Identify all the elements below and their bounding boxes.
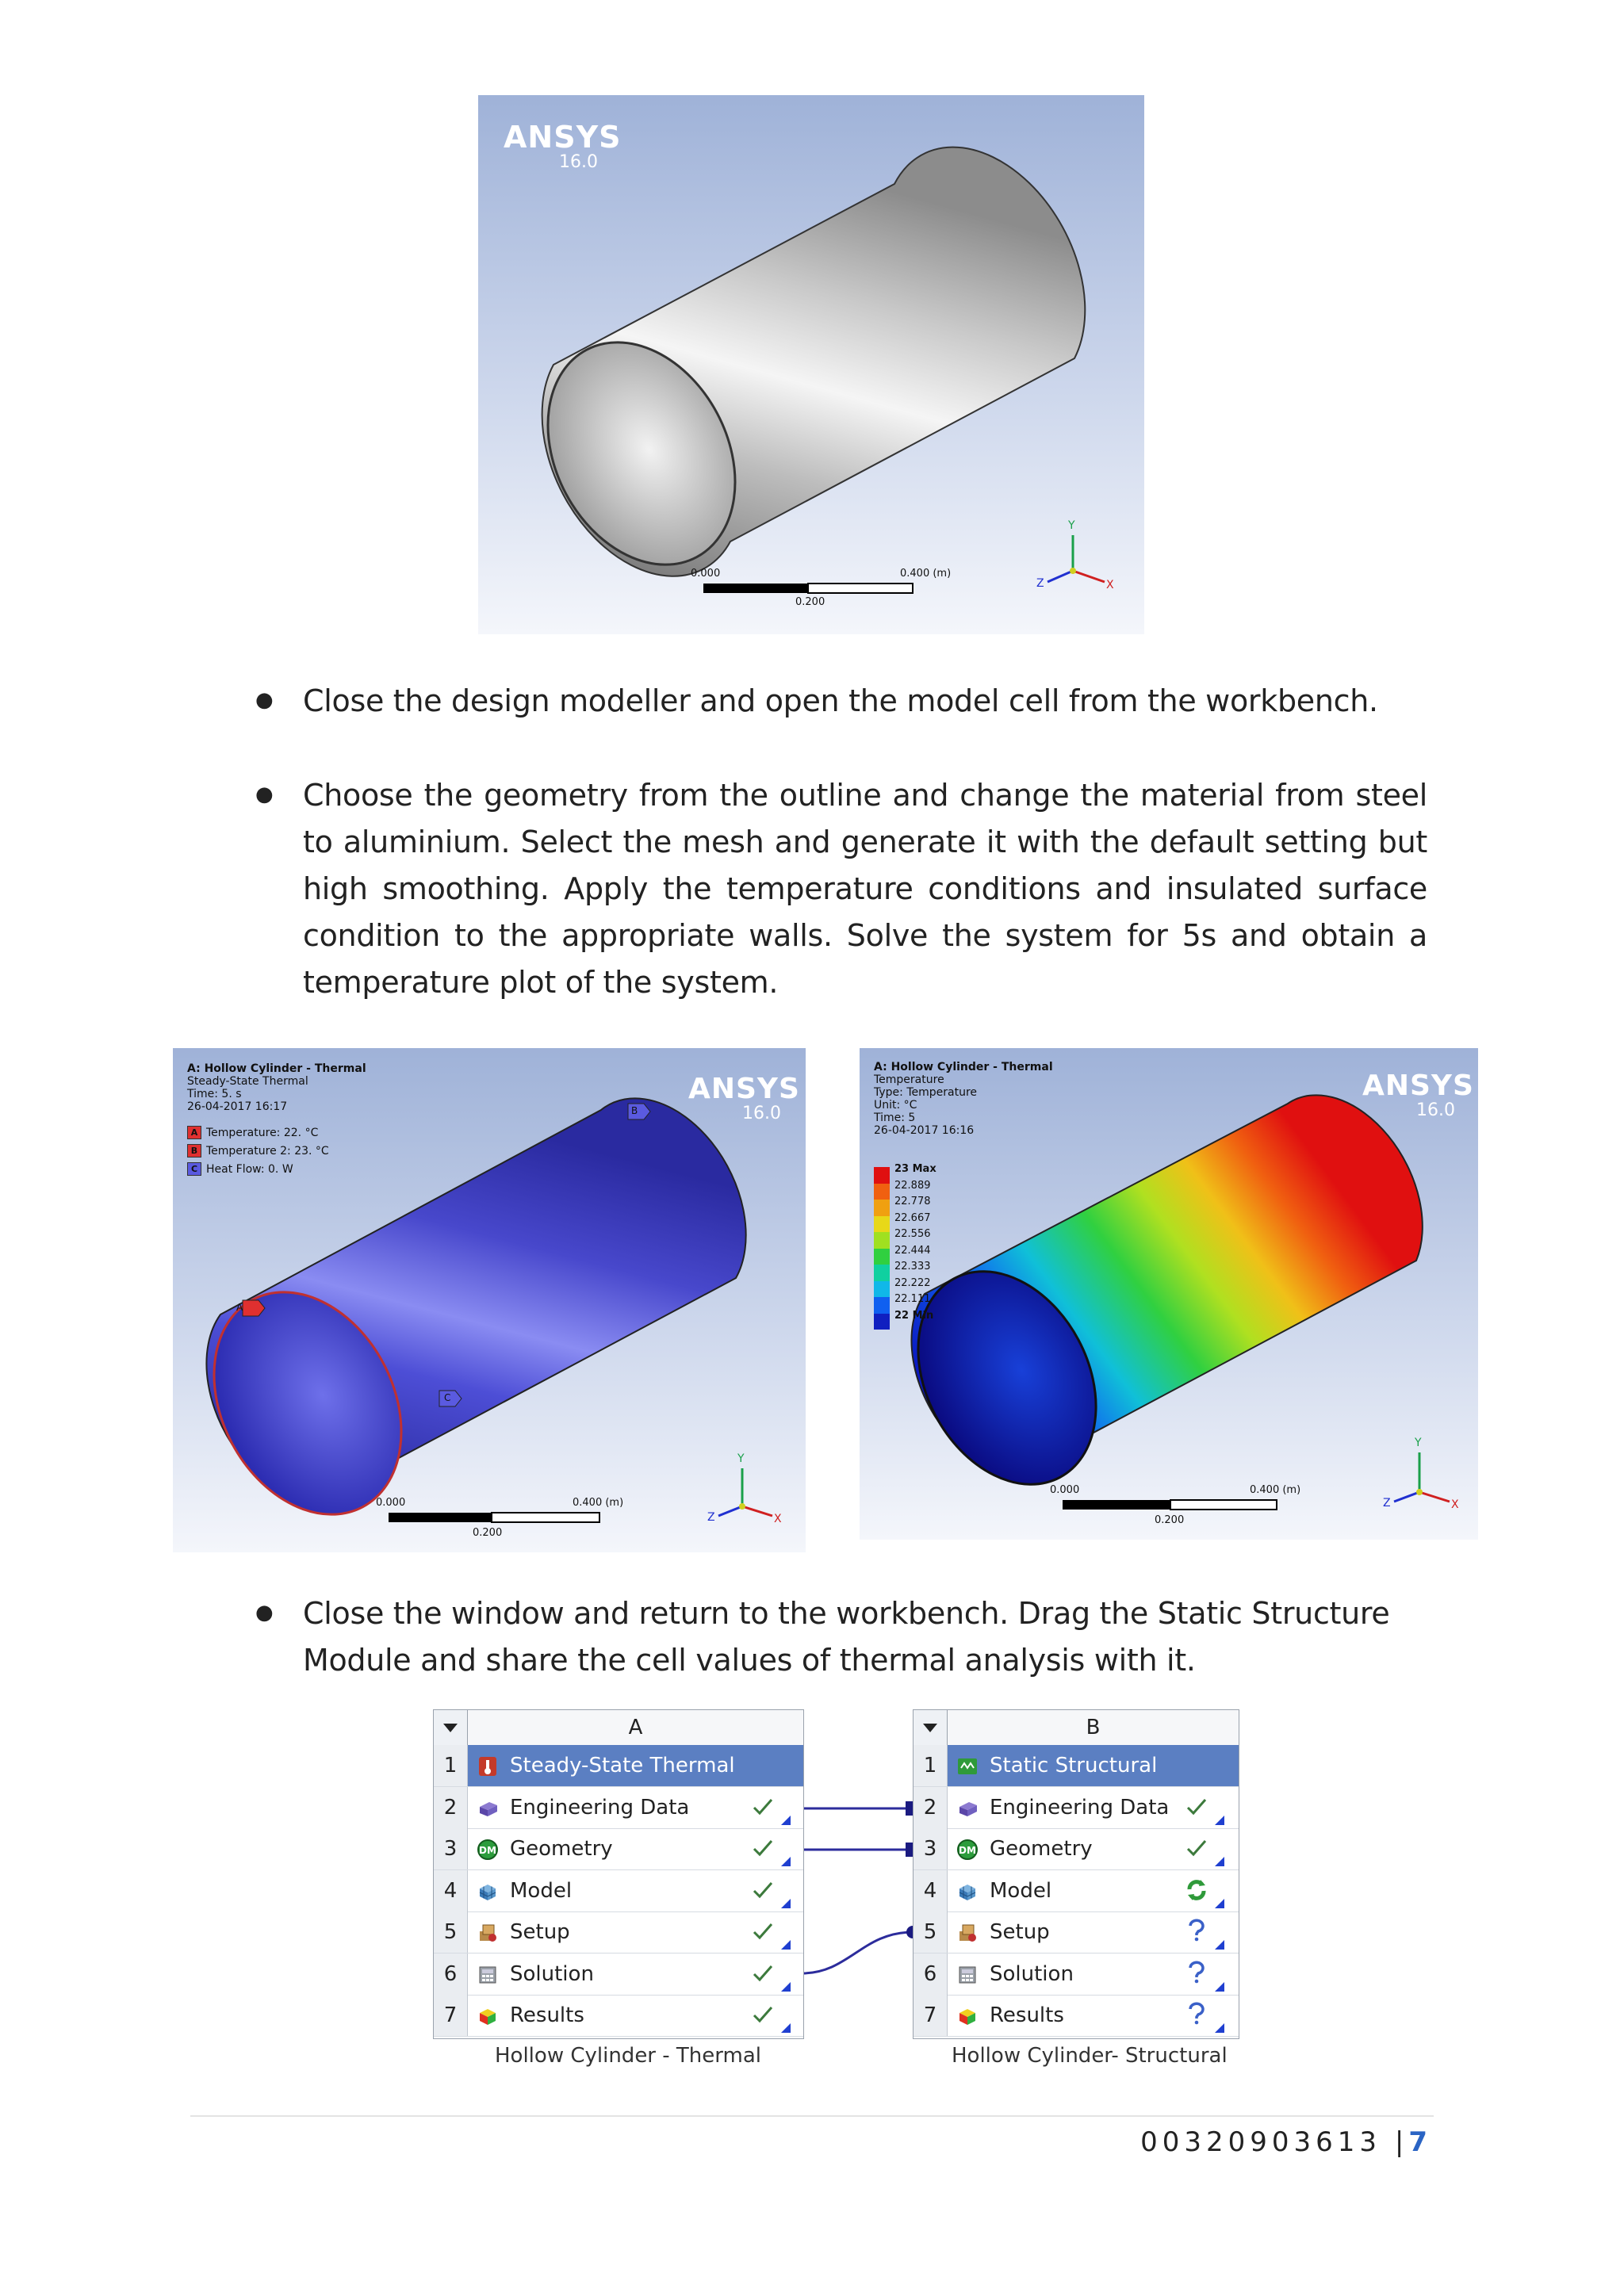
system-b-cell-results[interactable] (914, 1995, 1239, 2037)
geometry-dm-icon (956, 1839, 979, 1861)
svg-text:DM: DM (959, 1845, 976, 1856)
temperature-result-viewport (860, 1048, 1478, 1540)
bc-key-a: A (187, 1126, 201, 1139)
page-footer (1140, 2126, 1427, 2158)
thermal-icon (477, 1755, 499, 1777)
system-a-cell-steady-state-thermal[interactable] (434, 1745, 803, 1787)
attention-required-icon (1183, 2001, 1210, 2028)
cell-corner-marker (781, 1899, 791, 1908)
legend-swatch (874, 1314, 890, 1330)
ansys-version: 16.0 (559, 152, 598, 172)
geometry-dm-icon (477, 1839, 499, 1861)
analysis-title: A: Hollow Cylinder - Thermal (187, 1062, 366, 1075)
system-b-caption[interactable]: Hollow Cylinder- Structural (952, 2044, 1228, 2068)
workbench-schematic (428, 1705, 1253, 2085)
cell-number: 1 (914, 1745, 948, 1786)
cell-label: Results (510, 2003, 584, 2027)
legend-label: 22 Min (894, 1309, 934, 1322)
system-a-thermal[interactable] (433, 1709, 804, 2039)
bc-tag-a: A (236, 1302, 243, 1313)
solution-icon (956, 1964, 979, 1986)
svg-text:DM: DM (479, 1845, 496, 1856)
bullet-dot: ● (255, 688, 274, 712)
cell-corner-marker (1215, 2023, 1224, 2033)
cell-number: 4 (914, 1870, 948, 1911)
engineering-data-icon (477, 1797, 499, 1820)
legend-swatch (874, 1297, 890, 1314)
structural-icon (956, 1755, 979, 1777)
axis-z-label: Z (707, 1511, 715, 1524)
legend-swatch (874, 1249, 890, 1265)
up-to-date-check-icon (749, 1960, 776, 1987)
cell-number: 3 (914, 1828, 948, 1869)
system-a-column-label: A (467, 1710, 803, 1745)
cell-label: Steady-State Thermal (510, 1754, 735, 1777)
axis-z-label: Z (1036, 577, 1044, 590)
bc-entry-b (187, 1144, 366, 1158)
analysis-date: 26-04-2017 16:17 (187, 1100, 288, 1113)
engineering-data-icon (956, 1797, 979, 1820)
cell-label: Engineering Data (510, 1795, 690, 1820)
cell-number: 6 (914, 1954, 948, 1995)
system-b-menu-arrow[interactable] (923, 1724, 937, 1732)
bc-key-c: C (187, 1162, 201, 1176)
legend-label: 22.667 (894, 1211, 931, 1224)
result-type: Type: Temperature (874, 1086, 978, 1099)
cell-label: Geometry (990, 1837, 1093, 1861)
boundary-conditions-viewport (173, 1048, 806, 1552)
cell-number: 2 (914, 1787, 948, 1828)
up-to-date-check-icon (1183, 1793, 1210, 1820)
cell-number: 7 (914, 1995, 948, 2036)
footer-divider (190, 2115, 1434, 2117)
axis-x-label: X (1106, 579, 1114, 591)
system-a-cell-solution[interactable] (434, 1954, 803, 1996)
system-b-cell-solution[interactable] (914, 1954, 1239, 1996)
system-a-cell-engineering-data[interactable] (434, 1787, 803, 1829)
cell-label: Setup (990, 1920, 1050, 1944)
axis-y-label: Y (1068, 519, 1075, 532)
analysis-type: Steady-State Thermal (187, 1075, 308, 1088)
setup-icon (956, 1922, 979, 1944)
bc-text-a: Temperature: 22. °C (206, 1126, 319, 1139)
bc-key-b: B (187, 1144, 201, 1158)
system-a-menu-arrow[interactable] (443, 1724, 458, 1732)
bc-text-b: Temperature 2: 23. °C (206, 1144, 329, 1158)
analysis-time: Time: 5. s (187, 1088, 242, 1100)
legend-label: 22.333 (894, 1261, 931, 1272)
scale-mid-label: 0.200 (795, 596, 825, 608)
cell-corner-marker (1215, 1899, 1224, 1908)
up-to-date-check-icon (749, 1877, 776, 1904)
axis-z-label: Z (1383, 1497, 1391, 1510)
legend-label: 22.444 (894, 1244, 931, 1257)
cell-number: 7 (434, 1995, 468, 2036)
cell-label: Results (990, 2003, 1064, 2027)
cell-number: 5 (914, 1911, 948, 1953)
system-b-header (914, 1710, 1239, 1746)
cell-number: 2 (434, 1787, 468, 1828)
results-icon (477, 2005, 499, 2027)
attention-required-icon (1183, 1918, 1210, 1945)
instruction-text: Choose the geometry from the outline and change the material from steel to aluminium. Select the mesh and generate it with the default setting but high smoothing. Apply the temperature conditions and insulated surface condition to the appropriate walls. Solve the system for 5s and obtain a temperature plot of the system. (303, 778, 1427, 1000)
cell-label: Static Structural (990, 1754, 1158, 1777)
cell-number: 6 (434, 1954, 468, 1995)
model-icon (956, 1881, 979, 1903)
system-b-cell-setup[interactable] (914, 1911, 1239, 1954)
bullet-dot: ● (255, 1601, 274, 1624)
system-b-structural[interactable] (913, 1709, 1239, 2039)
attention-required-icon (1183, 1960, 1210, 1987)
result-info-block (187, 1062, 366, 1176)
legend-swatch (874, 1216, 890, 1233)
cell-number: 4 (434, 1870, 468, 1911)
legend-swatch (874, 1265, 890, 1281)
bc-tag-c: C (444, 1392, 451, 1403)
system-b-cell-model[interactable] (914, 1870, 1239, 1912)
cell-number: 1 (434, 1745, 468, 1786)
system-a-cell-setup[interactable] (434, 1911, 803, 1954)
axis-y-label: Y (737, 1452, 745, 1465)
scale-left-label: 0.000 (1050, 1484, 1080, 1496)
legend-swatch (874, 1167, 890, 1184)
bullet-dot: ● (255, 783, 274, 806)
axis-x-label: X (774, 1513, 782, 1525)
legend-label: 22.556 (894, 1228, 931, 1240)
cylinder-geometry (478, 95, 1144, 634)
result-name: Temperature (874, 1073, 944, 1086)
temperature-legend (874, 1163, 1001, 1326)
ansys-version: 16.0 (742, 1104, 781, 1123)
solution-icon (477, 1964, 499, 1986)
result-date: 26-04-2017 16:16 (874, 1124, 975, 1137)
cell-label: Model (510, 1878, 573, 1903)
scale-left-label: 0.000 (376, 1497, 406, 1509)
cell-label: Engineering Data (990, 1795, 1170, 1820)
cell-number: 3 (434, 1828, 468, 1869)
cell-corner-marker (781, 1857, 791, 1866)
axis-y-label: Y (1415, 1437, 1422, 1449)
system-b-cell-static-structural[interactable] (914, 1745, 1239, 1787)
ansys-logo: ANSYS (1362, 1070, 1474, 1102)
cell-number: 5 (434, 1911, 468, 1953)
legend-label: 22.222 (894, 1276, 931, 1289)
legend-label: 22.778 (894, 1196, 931, 1207)
up-to-date-check-icon (749, 1835, 776, 1862)
cell-corner-marker (1215, 1940, 1224, 1950)
ansys-version: 16.0 (1416, 1100, 1455, 1120)
cell-corner-marker (781, 1940, 791, 1950)
system-a-cell-geometry[interactable] (434, 1828, 803, 1870)
system-a-cell-model[interactable] (434, 1870, 803, 1912)
cell-corner-marker (781, 1982, 791, 1992)
legend-swatch (874, 1281, 890, 1298)
legend-label: 22.889 (894, 1179, 931, 1192)
bc-tag-b: B (631, 1105, 638, 1116)
geometry-viewport (478, 95, 1144, 634)
scale-left-label: 0.000 (691, 568, 721, 580)
bc-text-c: Heat Flow: 0. W (206, 1162, 293, 1176)
up-to-date-check-icon (749, 1793, 776, 1820)
cell-corner-marker (1215, 1857, 1224, 1866)
axis-x-label: X (1451, 1498, 1459, 1511)
scale-mid-label: 0.200 (1155, 1514, 1185, 1526)
cell-label: Solution (990, 1961, 1074, 1986)
cell-corner-marker (781, 1816, 791, 1825)
cell-corner-marker (1215, 1816, 1224, 1825)
result-unit: Unit: °C (874, 1099, 917, 1112)
up-to-date-check-icon (749, 1918, 776, 1945)
system-b-cell-engineering-data[interactable] (914, 1787, 1239, 1829)
cell-label: Solution (510, 1961, 594, 1986)
up-to-date-check-icon (749, 2001, 776, 2028)
scale-right-label: 0.400 (m) (1250, 1484, 1301, 1496)
legend-swatch (874, 1200, 890, 1216)
up-to-date-check-icon (1183, 1835, 1210, 1862)
cell-corner-marker (1215, 1982, 1224, 1992)
system-b-column-label: B (947, 1710, 1239, 1745)
instruction-text: Close the window and return to the workbench. Drag the Static Structure Module and share the cell values of thermal analysis with it. (303, 1596, 1390, 1678)
cell-label: Model (990, 1878, 1052, 1903)
legend-swatch (874, 1232, 890, 1249)
bc-entry-a (187, 1126, 366, 1139)
setup-icon (477, 1922, 499, 1944)
legend-label: 22.111 (894, 1293, 931, 1305)
analysis-title: A: Hollow Cylinder - Thermal (874, 1061, 1053, 1073)
result-info-block (874, 1061, 1053, 1137)
ansys-logo: ANSYS (504, 120, 622, 155)
cell-label: Geometry (510, 1837, 613, 1861)
model-icon (477, 1881, 499, 1903)
scale-right-label: 0.400 (m) (900, 568, 952, 580)
scale-right-label: 0.400 (m) (573, 1497, 624, 1509)
results-icon (956, 2005, 979, 2027)
cell-label: Setup (510, 1920, 570, 1944)
system-a-cell-results[interactable] (434, 1995, 803, 2037)
page-number: 7 (1408, 2126, 1427, 2158)
document-id: 00320903613 | (1140, 2126, 1409, 2158)
result-time: Time: 5 (874, 1112, 916, 1124)
instruction-text: Close the design modeller and open the model cell from the workbench. (303, 683, 1378, 718)
legend-label: 23 Max (894, 1163, 936, 1175)
cell-corner-marker (781, 2023, 791, 2033)
system-a-caption[interactable]: Hollow Cylinder - Thermal (495, 2044, 761, 2068)
system-a-header (434, 1710, 803, 1746)
refresh-required-icon (1183, 1877, 1210, 1904)
bc-entry-c (187, 1162, 366, 1176)
system-b-cell-geometry[interactable] (914, 1828, 1239, 1870)
scale-mid-label: 0.200 (473, 1527, 503, 1539)
ansys-logo: ANSYS (688, 1073, 800, 1105)
legend-swatch (874, 1184, 890, 1200)
